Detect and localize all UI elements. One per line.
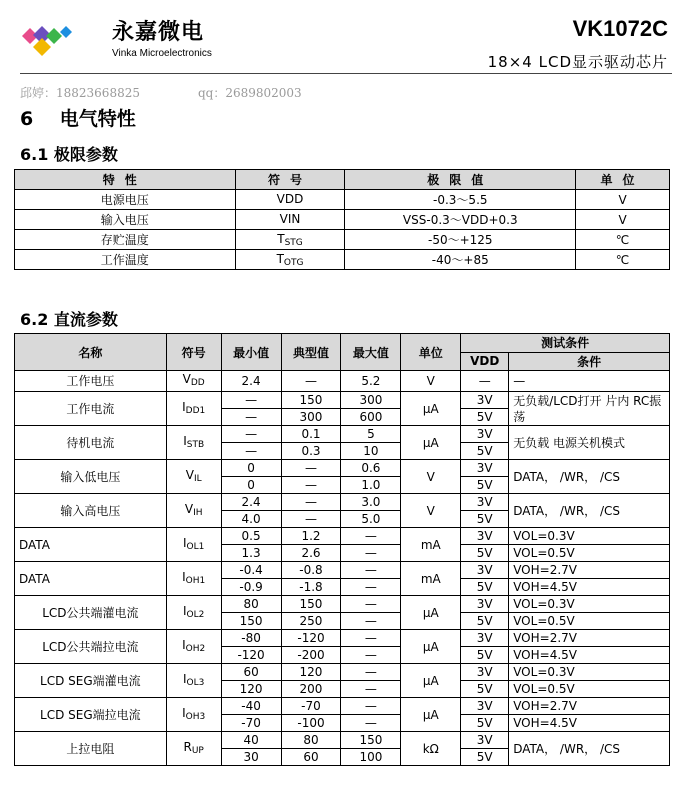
symbol-subscript: OH3 [185,711,206,722]
param-name: 输入低电压 [15,460,167,494]
symbol-main: V [182,372,191,386]
unit-value: V [576,190,670,210]
param-name: 存贮温度 [15,230,236,250]
table-row [15,562,670,579]
brand-name-cn: 永嘉微电 [112,20,205,45]
max-value: — [341,715,401,732]
condition-value: VOL=0.5V [509,545,670,562]
symbol-main: VIN [279,211,301,226]
table-row [15,190,670,210]
col-symbol: 符号 [166,334,221,371]
min-value: 120 [221,681,281,698]
condition-value: VOH=2.7V [509,562,670,579]
typ-value: -200 [281,647,341,664]
condition-value: VOH=4.5V [509,647,670,664]
vdd-value: 3V [461,426,509,443]
col-symbol: 符号 [235,170,345,190]
min-value: -120 [221,647,281,664]
symbol-main: I [182,399,186,414]
contact-name: 邱婷：18823668825 [20,86,140,100]
min-value: 40 [221,732,281,749]
param-symbol [235,210,345,230]
symbol-main: V [184,501,194,516]
vdd-value: 3V [461,562,509,579]
vdd-value: 5V [461,613,509,630]
unit-value: V [401,371,461,392]
vdd-value: 3V [461,528,509,545]
param-symbol [235,250,345,270]
param-name: 输入高电压 [15,494,167,528]
vdd-value: 5V [461,511,509,528]
vdd-value: 5V [461,409,509,426]
symbol-main: I [182,671,187,686]
min-value: -0.4 [221,562,281,579]
param-name: 电源电压 [15,190,236,210]
vdd-value: 5V [461,443,509,460]
symbol-subscript: STB [186,439,205,450]
brand-name-en: Vinka Microelectronics [112,48,212,59]
param-name: LCD SEG端拉电流 [15,698,167,732]
symbol-main: I [182,569,186,584]
typ-value: 80 [281,732,341,749]
typ-value: — [281,371,341,392]
max-value: — [341,664,401,681]
table-row [15,371,670,392]
col-typ: 典型值 [281,334,341,371]
symbol-main: I [182,705,186,720]
vdd-value: 3V [461,630,509,647]
min-value: — [221,392,281,409]
min-value: 60 [221,664,281,681]
unit-value: μA [401,630,461,664]
symbol-main: I [182,603,187,618]
symbol-subscript: IL [193,473,202,484]
param-symbol [166,371,221,392]
typ-value: 0.3 [281,443,341,460]
typ-value: 150 [281,596,341,613]
condition-value: VOL=0.3V [509,664,670,681]
typ-value: — [281,460,341,477]
min-value: 0.5 [221,528,281,545]
col-min: 最小值 [221,334,281,371]
vdd-value: 3V [461,698,509,715]
dc-header-row [15,334,670,353]
model-number: VK1072C [572,16,668,41]
vdd-value: 3V [461,460,509,477]
symbol-subscript: DD [190,378,205,388]
table-row [15,210,670,230]
param-symbol [166,630,221,664]
limits-heading: 6.1 极限参数 [20,145,118,164]
symbol-main: I [183,433,187,448]
col-condition: 条件 [509,352,670,371]
unit-value: V [576,210,670,230]
table-row [15,630,670,647]
param-name: 待机电流 [15,426,167,460]
vdd-value: 3V [461,664,509,681]
max-value: 0.6 [341,460,401,477]
min-value: 0 [221,460,281,477]
unit-value: μA [401,426,461,460]
symbol-subscript: OL2 [186,609,205,620]
typ-value: — [281,494,341,511]
min-value: -80 [221,630,281,647]
vdd-value: 5V [461,749,509,766]
limits-header-row [15,170,670,190]
dc-heading: 6.2 直流参数 [20,310,118,329]
param-symbol [166,426,221,460]
header-divider [20,73,672,74]
typ-value: -100 [281,715,341,732]
min-value: 2.4 [221,371,281,392]
typ-value: 2.6 [281,545,341,562]
condition-value: VOH=4.5V [509,579,670,596]
max-value: 300 [341,392,401,409]
max-value: 1.0 [341,477,401,494]
col-vdd: VDD [461,352,509,371]
max-value: 3.0 [341,494,401,511]
vdd-value: 3V [461,732,509,749]
vdd-value: 5V [461,715,509,732]
min-value: — [221,443,281,460]
col-name: 名称 [15,334,167,371]
symbol-main: V [185,467,194,482]
condition-value: VOH=4.5V [509,715,670,732]
typ-value: 60 [281,749,341,766]
logo-diamond-green [46,28,62,44]
max-value: — [341,681,401,698]
vdd-value: — [461,371,509,392]
section-heading: 电气特性 [59,108,136,130]
condition-value: DATA， /WR， /CS [509,460,670,494]
param-symbol [235,190,345,210]
symbol-main: T [277,231,285,246]
symbol-subscript: STG [284,237,303,248]
table-row [15,460,670,477]
unit-value: ℃ [576,250,670,270]
unit-value: V [401,494,461,528]
min-value: -70 [221,715,281,732]
table-row [15,596,670,613]
typ-value: 1.2 [281,528,341,545]
param-name: LCD SEG端灌电流 [15,664,167,698]
vdd-value: 5V [461,647,509,664]
max-value: — [341,596,401,613]
min-value: 150 [221,613,281,630]
condition-value: 无负载/LCD打开 片内 RC振荡 [509,392,670,426]
param-name: LCD公共端拉电流 [15,630,167,664]
contact-line [20,84,360,101]
contact-qq: qq：2689802003 [197,86,302,100]
typ-value: -1.8 [281,579,341,596]
limits-table [14,169,670,270]
typ-value: — [281,477,341,494]
min-value: 80 [221,596,281,613]
typ-value: 300 [281,409,341,426]
condition-value: — [509,371,670,392]
symbol-subscript: OL3 [186,677,205,688]
vdd-value: 3V [461,494,509,511]
condition-value: VOH=2.7V [509,698,670,715]
min-value: — [221,409,281,426]
max-value: 600 [341,409,401,426]
condition-value: VOL=0.3V [509,528,670,545]
unit-value: mA [401,562,461,596]
col-limit: 极限值 [345,170,576,190]
limit-value: -40～+85 [345,250,576,270]
unit-value: μA [401,698,461,732]
table-row [15,528,670,545]
limit-value: -0.3～5.5 [345,190,576,210]
vdd-value: 5V [461,477,509,494]
param-name: 上拉电阻 [15,732,167,766]
condition-value: DATA， /WR， /CS [509,494,670,528]
param-name: 工作电压 [15,371,167,392]
dc-table [14,333,670,766]
param-name: DATA [15,528,167,562]
condition-value: 无负载 电源关机模式 [509,426,670,460]
param-symbol [166,698,221,732]
table-row [15,426,670,443]
min-value: -40 [221,698,281,715]
min-value: 2.4 [221,494,281,511]
param-name: 输入电压 [15,210,236,230]
vdd-value: 5V [461,579,509,596]
param-symbol [166,562,221,596]
table-row [15,698,670,715]
table-row [15,664,670,681]
param-name: DATA [15,562,167,596]
param-symbol [166,596,221,630]
col-unit: 单位 [401,334,461,371]
typ-value: 120 [281,664,341,681]
unit-value: μA [401,392,461,426]
condition-value: VOL=0.5V [509,613,670,630]
section-number: 6 [20,108,34,130]
typ-value: — [281,511,341,528]
col-max: 最大值 [341,334,401,371]
min-value: 1.3 [221,545,281,562]
table-row [15,250,670,270]
section-title [20,104,136,131]
typ-value: -0.8 [281,562,341,579]
param-symbol [166,494,221,528]
condition-value: DATA， /WR， /CS [509,732,670,766]
max-value: — [341,698,401,715]
min-value: -0.9 [221,579,281,596]
unit-value: μA [401,664,461,698]
symbol-subscript: DD1 [185,405,206,416]
unit-value: μA [401,596,461,630]
min-value: 30 [221,749,281,766]
symbol-subscript: OH2 [185,643,206,654]
max-value: 100 [341,749,401,766]
vdd-value: 5V [461,681,509,698]
param-symbol [166,732,221,766]
max-value: 5.0 [341,511,401,528]
max-value: 5.2 [341,371,401,392]
max-value: — [341,562,401,579]
table-row [15,494,670,511]
condition-value: VOL=0.3V [509,596,670,613]
param-name: LCD公共端灌电流 [15,596,167,630]
symbol-subscript: OL1 [186,541,205,552]
max-value: 5 [341,426,401,443]
param-symbol [166,392,221,426]
logo-diamond-yellow [33,38,51,56]
symbol-main: I [182,637,186,652]
symbol-main: R [183,739,192,754]
min-value: 0 [221,477,281,494]
symbol-subscript: IH [193,507,203,518]
param-symbol [166,528,221,562]
condition-value: VOH=2.7V [509,630,670,647]
limit-value: -50～+125 [345,230,576,250]
typ-value: 250 [281,613,341,630]
vdd-value: 3V [461,392,509,409]
col-test-conditions: 测试条件 [461,334,670,353]
param-symbol [166,460,221,494]
typ-value: 150 [281,392,341,409]
unit-value: kΩ [401,732,461,766]
col-unit: 单位 [576,170,670,190]
max-value: — [341,630,401,647]
param-symbol [235,230,345,250]
param-name: 工作温度 [15,250,236,270]
symbol-subscript: UP [191,745,204,756]
symbol-main: T [276,251,284,266]
param-name: 工作电流 [15,392,167,426]
table-row [15,392,670,409]
max-value: — [341,545,401,562]
max-value: — [341,528,401,545]
max-value: — [341,647,401,664]
product-subtitle: 18×4 LCD显示驱动芯片 [487,53,668,71]
company-logo [20,14,72,66]
typ-value: 200 [281,681,341,698]
table-row [15,230,670,250]
limit-value: VSS-0.3～VDD+0.3 [345,210,576,230]
symbol-subscript: OTG [283,257,304,268]
max-value: — [341,579,401,596]
col-characteristic: 特性 [15,170,236,190]
unit-value: V [401,460,461,494]
vdd-value: 3V [461,596,509,613]
condition-value: VOL=0.5V [509,681,670,698]
typ-value: 0.1 [281,426,341,443]
param-symbol [166,664,221,698]
min-value: 4.0 [221,511,281,528]
max-value: 10 [341,443,401,460]
typ-value: -70 [281,698,341,715]
symbol-subscript: OH1 [185,575,206,586]
vdd-value: 5V [461,545,509,562]
typ-value: -120 [281,630,341,647]
min-value: — [221,426,281,443]
unit-value: ℃ [576,230,670,250]
symbol-main: I [182,535,187,550]
unit-value: mA [401,528,461,562]
symbol-main: VDD [276,191,304,206]
max-value: — [341,613,401,630]
max-value: 150 [341,732,401,749]
table-row [15,732,670,749]
